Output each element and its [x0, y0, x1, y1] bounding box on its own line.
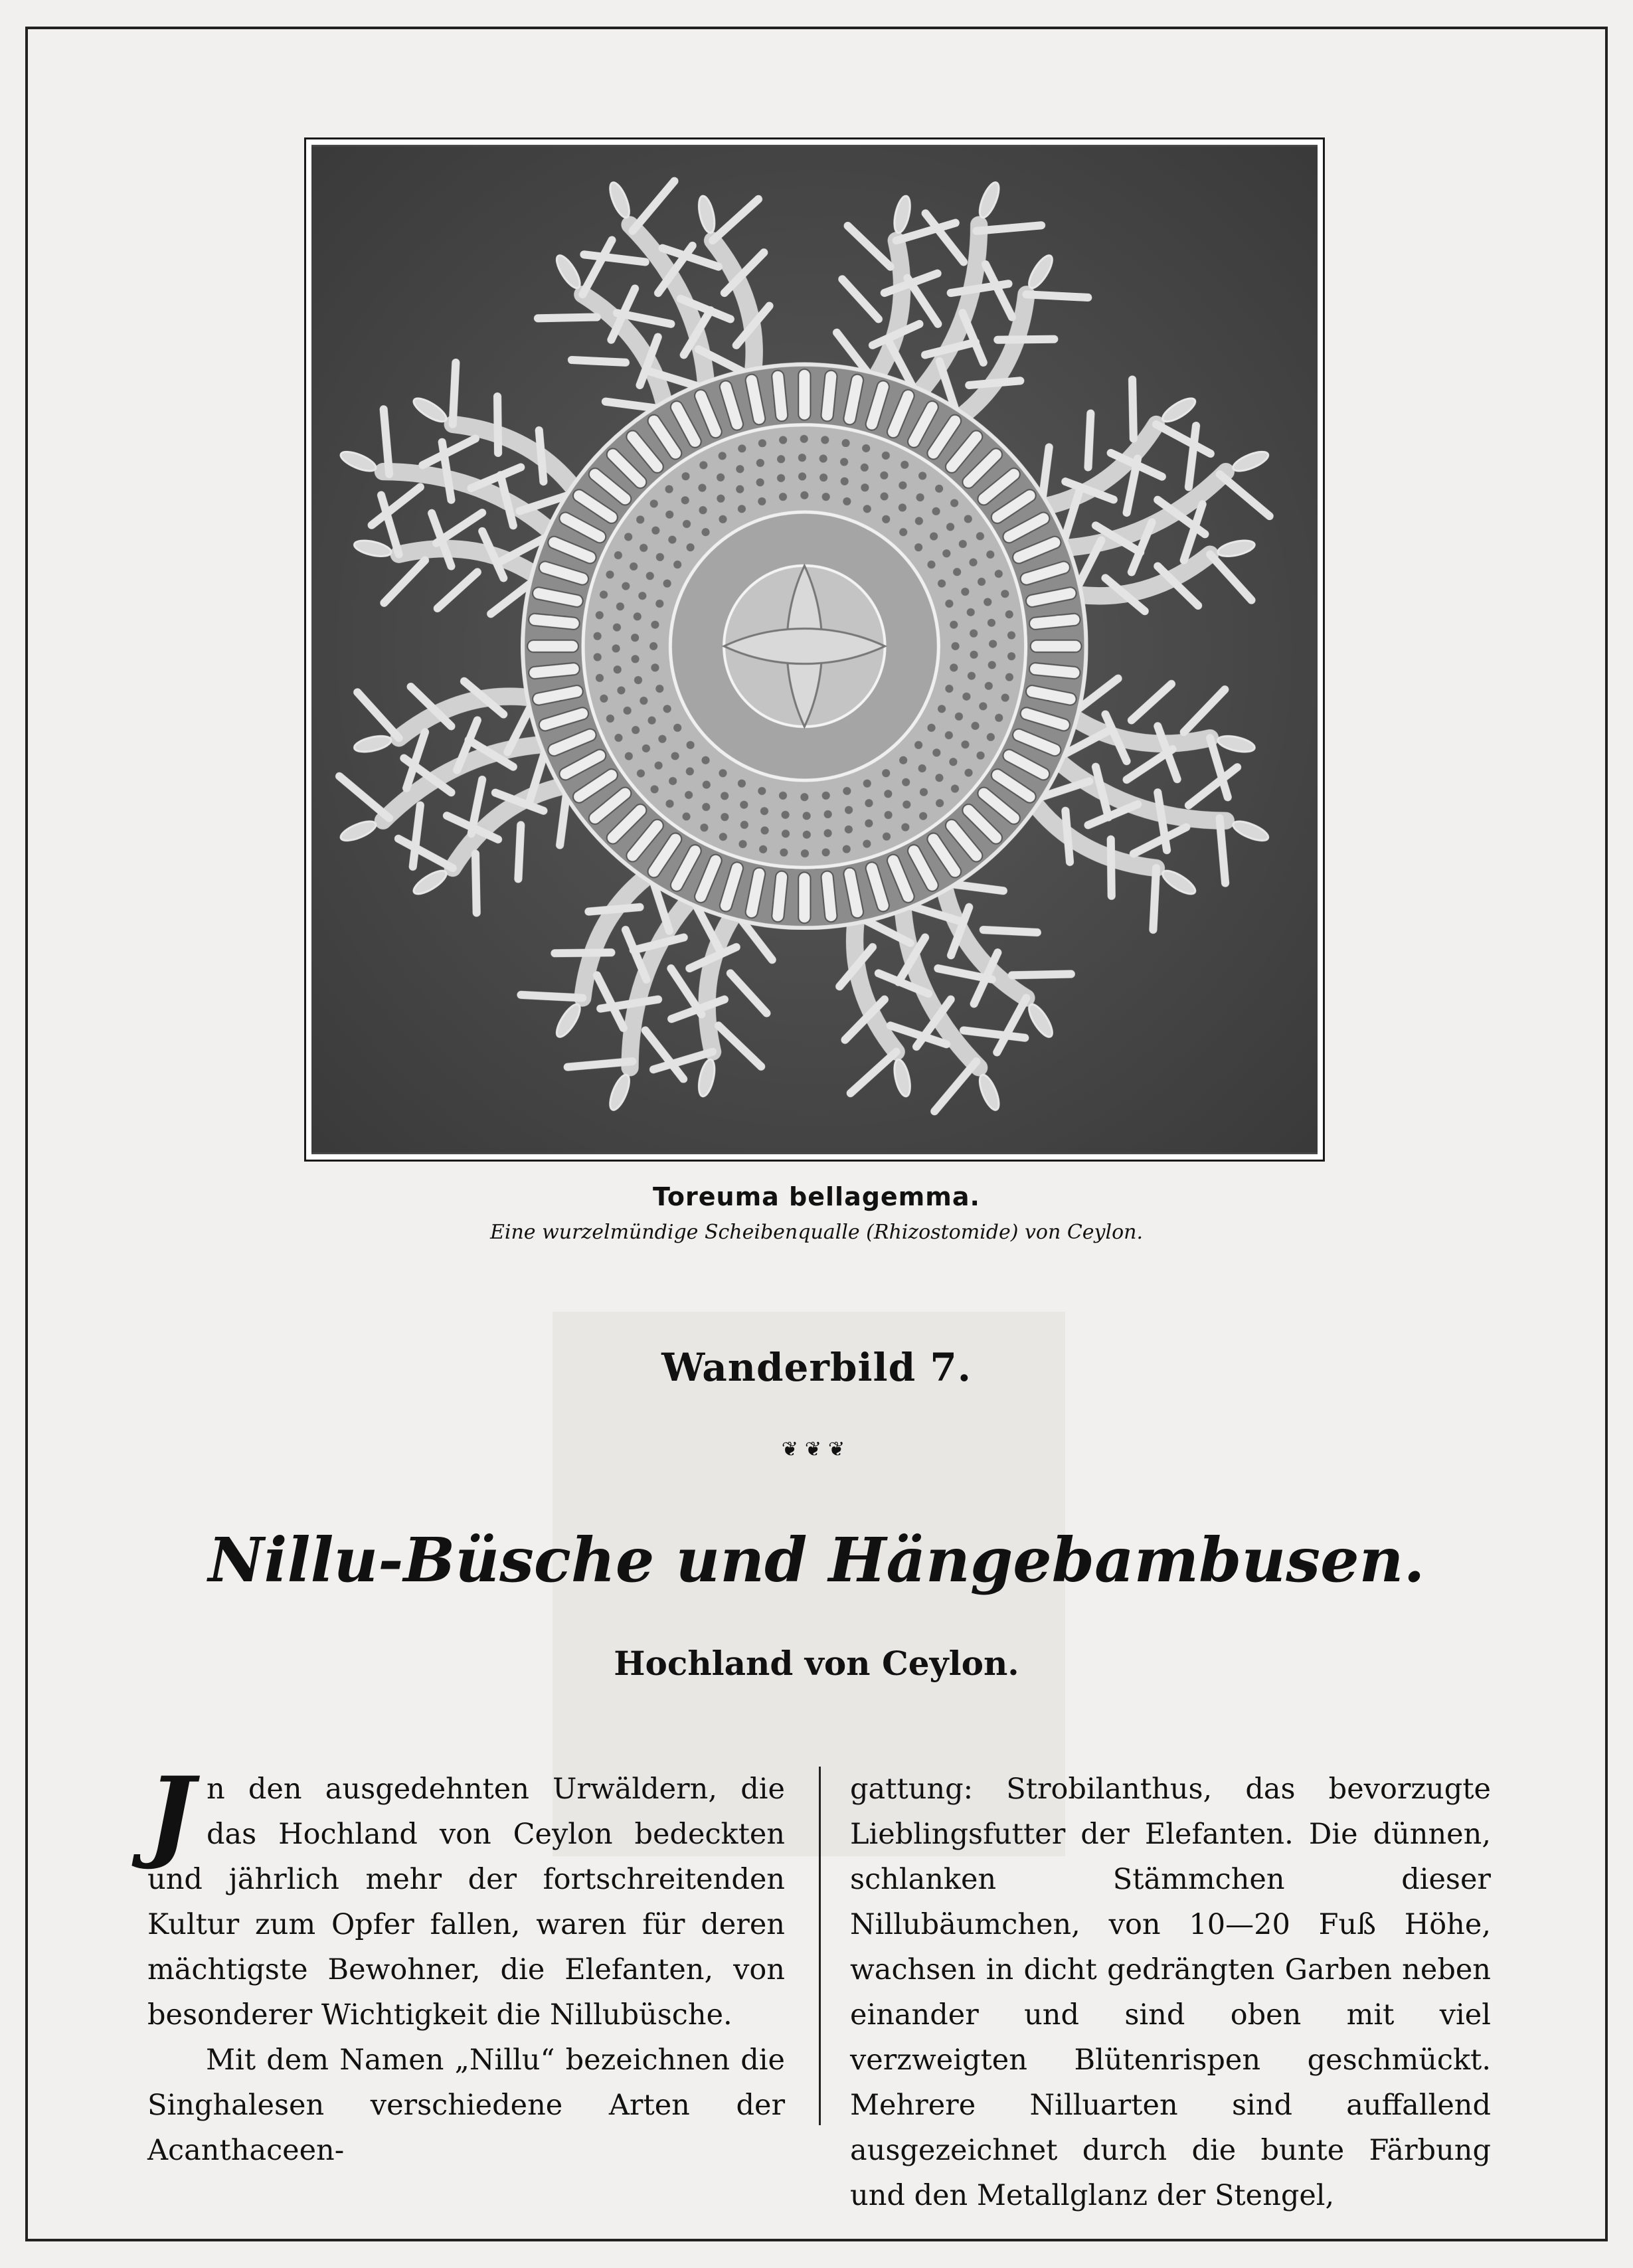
wart-dot	[717, 495, 725, 503]
wart-dot	[901, 461, 908, 469]
wart-dot	[760, 807, 768, 815]
arm-branch	[969, 381, 1020, 385]
wart-dot	[655, 600, 663, 608]
wart-dot	[932, 748, 940, 756]
wart-dot	[777, 455, 785, 463]
wart-dot	[612, 644, 620, 652]
wart-dot	[665, 800, 673, 808]
wart-dot	[967, 608, 975, 616]
wart-dot	[803, 812, 811, 820]
wart-dot	[655, 762, 663, 770]
wart-dot	[614, 734, 622, 742]
wart-dot	[950, 621, 958, 629]
wart-dot	[949, 758, 957, 766]
wart-dot	[736, 485, 744, 493]
arm-branch	[538, 317, 597, 318]
wart-dot	[1007, 631, 1015, 639]
wart-dot	[738, 444, 746, 452]
wart-dot	[1001, 590, 1009, 598]
wart-dot	[976, 532, 984, 540]
wart-dot	[845, 826, 853, 833]
wart-dot	[902, 800, 910, 808]
wart-dot	[942, 549, 950, 557]
wart-dot	[758, 439, 766, 447]
arm-branch	[521, 995, 582, 998]
wart-dot	[780, 848, 788, 856]
wart-dot	[863, 780, 871, 788]
wart-dot	[596, 611, 604, 619]
wart-dot	[979, 702, 987, 710]
wart-dot	[647, 717, 655, 725]
figure-title: Toreuma bellagemma.	[653, 1182, 980, 1211]
arm-branch	[588, 907, 640, 912]
wart-dot	[656, 553, 664, 561]
wart-dot	[984, 598, 991, 606]
wart-dot	[651, 621, 659, 629]
arm-branch	[497, 396, 498, 453]
marginal-lappet	[798, 872, 810, 923]
wart-dot	[819, 454, 827, 462]
wart-dot	[1007, 652, 1015, 660]
ornament-divider: ❦❦❦	[781, 1438, 852, 1461]
wart-dot	[634, 612, 642, 620]
wart-dot	[800, 435, 808, 443]
wart-dot	[899, 528, 907, 536]
wart-dot	[736, 465, 744, 473]
wart-dot	[642, 744, 650, 752]
wart-dot	[918, 764, 926, 772]
wart-dot	[899, 756, 907, 764]
wart-dot	[959, 540, 967, 548]
wart-dot	[961, 588, 969, 596]
figure-subtitle: Eine wurzelmündige Scheibenqualle (Rhizostomide) von Ceylon.	[489, 1221, 1144, 1244]
wart-dot	[819, 474, 827, 481]
wart-dot	[625, 752, 633, 760]
wart-dot	[970, 651, 978, 659]
wart-dot	[759, 845, 767, 853]
drop-cap: J	[147, 1755, 195, 1872]
wart-dot	[935, 485, 943, 493]
wart-dot	[945, 685, 953, 693]
wart-dot	[822, 792, 830, 800]
wart-dot	[863, 839, 871, 847]
wart-dot	[631, 634, 639, 642]
wart-dot	[918, 472, 926, 480]
wart-dot	[700, 824, 708, 831]
wart-dot	[758, 497, 766, 505]
wart-dot	[970, 630, 978, 638]
wart-dot	[681, 496, 689, 504]
wart-dot	[756, 459, 764, 467]
wart-dot	[821, 848, 829, 856]
wart-dot	[721, 792, 729, 800]
text-column-left	[147, 1755, 785, 2173]
wart-dot	[986, 551, 994, 559]
wart-dot	[882, 515, 890, 523]
wart-dot	[995, 714, 1003, 722]
wart-dot	[950, 663, 958, 671]
marginal-lappet	[798, 369, 810, 420]
wart-dot	[962, 693, 970, 701]
wart-dot	[902, 778, 910, 786]
arm-branch	[1012, 974, 1071, 976]
wart-dot	[899, 503, 906, 511]
wart-dot	[616, 602, 624, 610]
wart-dot	[971, 722, 979, 730]
wart-dot	[719, 452, 727, 460]
arm-branch	[997, 339, 1054, 340]
wart-dot	[1001, 694, 1009, 702]
wart-dot	[821, 436, 829, 444]
wart-dot	[701, 528, 709, 536]
wart-dot	[953, 568, 961, 576]
wart-dot	[614, 551, 622, 559]
wart-dot	[699, 506, 707, 514]
wart-dot	[668, 536, 676, 544]
arm-branch	[1065, 811, 1070, 862]
wart-dot	[840, 458, 848, 466]
wart-dot	[919, 812, 927, 820]
wart-dot	[687, 543, 695, 551]
wart-dot	[841, 439, 849, 447]
wart-dot	[798, 472, 806, 480]
wart-dot	[932, 507, 940, 515]
wart-dot	[777, 474, 785, 482]
wart-dot	[782, 811, 790, 819]
wart-dot	[915, 517, 923, 525]
wart-dot	[985, 682, 993, 690]
wart-dot	[651, 527, 659, 535]
wart-dot	[606, 570, 614, 578]
wart-dot	[617, 686, 625, 694]
wart-dot	[779, 792, 787, 800]
wart-dot	[914, 741, 922, 749]
text-column-right	[850, 1767, 1491, 2218]
arm-branch	[539, 430, 544, 481]
wart-dot	[1005, 610, 1013, 618]
wart-dot	[968, 672, 976, 680]
arm-branch	[976, 225, 1041, 231]
arm-branch	[555, 952, 611, 953]
wart-dot	[658, 735, 666, 743]
wart-dot	[638, 592, 646, 600]
wart-dot	[701, 756, 709, 764]
wart-dot	[969, 559, 977, 567]
arm-branch	[568, 1061, 633, 1067]
wart-dot	[945, 600, 953, 608]
arm-branch	[984, 930, 1037, 932]
wart-dot	[988, 619, 995, 627]
wart-dot	[881, 492, 889, 500]
wart-dot	[632, 726, 640, 734]
wart-dot	[600, 695, 608, 703]
wart-dot	[938, 705, 946, 713]
wart-dot	[756, 478, 764, 486]
wart-dot	[961, 741, 969, 748]
wart-dot	[988, 661, 996, 669]
chapter-subtitle: Hochland von Ceylon.	[614, 1644, 1019, 1683]
wart-dot	[927, 561, 935, 568]
wart-dot	[685, 791, 693, 799]
jellyfish-drawing	[311, 145, 1318, 1154]
wart-dot	[951, 784, 959, 792]
wart-dot	[681, 472, 689, 480]
wart-dot	[613, 624, 621, 632]
wart-dot	[901, 823, 909, 831]
wart-dot	[665, 511, 673, 519]
wart-dot	[945, 731, 953, 739]
wart-dot	[861, 483, 869, 491]
wart-dot	[861, 464, 869, 472]
wart-dot	[646, 572, 654, 580]
wart-dot	[606, 715, 614, 723]
wart-dot	[655, 685, 663, 693]
arm-branch	[384, 409, 390, 474]
wart-dot	[989, 640, 997, 648]
wart-dot	[634, 676, 642, 684]
arm-branch	[1088, 413, 1090, 467]
paragraph	[147, 1755, 785, 2038]
wart-dot	[995, 570, 1003, 578]
wart-dot	[624, 707, 632, 715]
wart-dot	[801, 849, 809, 857]
paragraph: gattung: Strobilanthus, das bevorzugte Lieblingsfutter der Elefanten. Die dünnen, schlanken Stämmchen dieser Nillubäumchen, von 10—20 Fuß Höhe, wachsen in dicht gedrängten Garben neben einander und sind oben mit viel verzweigten Blütenrispen geschmückt. Mehrere Nilluarten sind auffallend ausgezeichnet durch die bunte Färbung und den Metallglanz der Stengel,	[850, 1773, 1491, 2212]
wart-dot	[798, 454, 806, 462]
wart-dot	[717, 474, 725, 481]
wart-dot	[703, 781, 711, 789]
paragraph-text: n den ausgedehnten Urwäldern, die das Hochland von Ceylon bedeckten und jährlich mehr der fortschreitenden Kultur zum Opfer fallen, waren für deren mächtigste Bewohner, die Elefanten, von besonderer Wichtigkeit die Nillubüsche.	[147, 1773, 785, 2032]
wart-dot	[663, 705, 671, 713]
wart-dot	[946, 523, 954, 531]
wart-dot	[614, 665, 622, 673]
wart-dot	[738, 780, 746, 788]
wart-dot	[663, 579, 671, 587]
jellyfish-illustration	[311, 145, 1318, 1154]
wart-dot	[650, 499, 658, 507]
wart-dot	[600, 590, 608, 598]
marginal-lappet	[527, 640, 578, 652]
wart-dot	[800, 793, 808, 801]
wart-dot	[964, 768, 972, 776]
marginal-lappet	[1031, 640, 1082, 652]
wart-dot	[843, 497, 851, 505]
wart-dot	[637, 769, 645, 777]
wart-dot	[824, 829, 832, 837]
arm-branch	[1111, 839, 1112, 896]
wart-dot	[740, 821, 748, 829]
wart-dot	[740, 801, 748, 809]
wart-dot	[683, 520, 691, 528]
wart-dot	[640, 697, 647, 705]
arm-branch	[475, 853, 477, 913]
wart-dot	[952, 642, 960, 650]
wart-dot	[920, 788, 928, 796]
wart-dot	[803, 831, 811, 839]
wart-dot	[843, 845, 851, 853]
wart-dot	[927, 724, 935, 732]
wart-dot	[843, 787, 851, 795]
wart-dot	[845, 806, 853, 814]
arm-branch	[1026, 294, 1088, 298]
wart-dot	[594, 632, 602, 640]
wart-dot	[673, 724, 681, 732]
wart-dot	[640, 544, 647, 552]
wart-dot	[950, 499, 958, 507]
arm-branch	[518, 825, 521, 879]
wart-dot	[885, 811, 893, 819]
wart-dot	[862, 444, 870, 452]
wart-dot	[978, 578, 986, 586]
wart-dot	[761, 826, 769, 834]
chapter-label: Wanderbild 7.	[661, 1345, 972, 1390]
paragraph: Mit dem Namen „Nillu“ bezeichnen die Singhalesen verschiedene Arten der Acanthaceen-	[147, 2044, 785, 2167]
wart-dot	[651, 663, 659, 671]
wart-dot	[782, 829, 790, 837]
wart-dot	[914, 543, 922, 551]
wart-dot	[651, 785, 659, 793]
wart-dot	[721, 813, 729, 821]
wart-dot	[916, 493, 924, 501]
wart-dot	[884, 790, 892, 798]
wart-dot	[631, 655, 639, 663]
wart-dot	[882, 452, 890, 460]
arm-branch	[1153, 868, 1156, 930]
wart-dot	[865, 799, 873, 807]
wart-dot	[630, 563, 638, 570]
arm-branch	[453, 363, 456, 424]
wart-dot	[936, 799, 944, 807]
chapter-title: Nillu-Büsche und Hängebambusen.	[208, 1524, 1425, 1596]
wart-dot	[955, 713, 963, 721]
wart-dot	[671, 752, 679, 760]
wart-dot	[779, 493, 787, 501]
wart-dot	[683, 812, 691, 820]
wart-dot	[824, 810, 832, 818]
wart-dot	[882, 769, 890, 777]
wart-dot	[673, 561, 681, 568]
wart-dot	[699, 461, 707, 469]
arm-branch	[1220, 818, 1226, 883]
wart-dot	[687, 741, 695, 749]
wart-dot	[883, 832, 891, 840]
wart-dot	[865, 820, 873, 828]
wart-dot	[702, 803, 710, 811]
wart-dot	[738, 840, 746, 848]
wart-dot	[935, 774, 943, 782]
wart-dot	[596, 674, 604, 682]
wart-dot	[594, 653, 602, 661]
wart-dot	[698, 483, 706, 491]
wart-dot	[841, 478, 849, 485]
wart-dot	[719, 515, 727, 523]
wart-dot	[880, 472, 888, 480]
wart-dot	[622, 582, 630, 590]
wart-dot	[624, 533, 632, 541]
wart-dot	[719, 769, 727, 777]
wart-dot	[899, 481, 906, 489]
arm-branch	[1132, 380, 1134, 439]
wart-dot	[686, 767, 694, 775]
wart-dot	[665, 485, 673, 493]
wart-dot	[636, 515, 644, 523]
wart-dot	[1005, 673, 1013, 681]
wart-dot	[738, 505, 746, 513]
wart-dot	[800, 491, 808, 499]
column-divider	[819, 1767, 821, 2125]
wart-dot	[976, 751, 984, 759]
wart-dot	[649, 642, 657, 650]
arm-branch	[572, 360, 626, 363]
wart-dot	[863, 505, 871, 513]
wart-dot	[938, 579, 946, 587]
wart-dot	[719, 833, 727, 841]
wart-dot	[669, 777, 677, 785]
wart-dot	[964, 515, 972, 523]
wart-dot	[822, 493, 830, 501]
wart-dot	[987, 733, 995, 741]
wart-dot	[779, 436, 787, 444]
illustration-plate	[304, 137, 1325, 1162]
wart-dot	[758, 787, 766, 795]
wart-dot	[930, 532, 938, 540]
